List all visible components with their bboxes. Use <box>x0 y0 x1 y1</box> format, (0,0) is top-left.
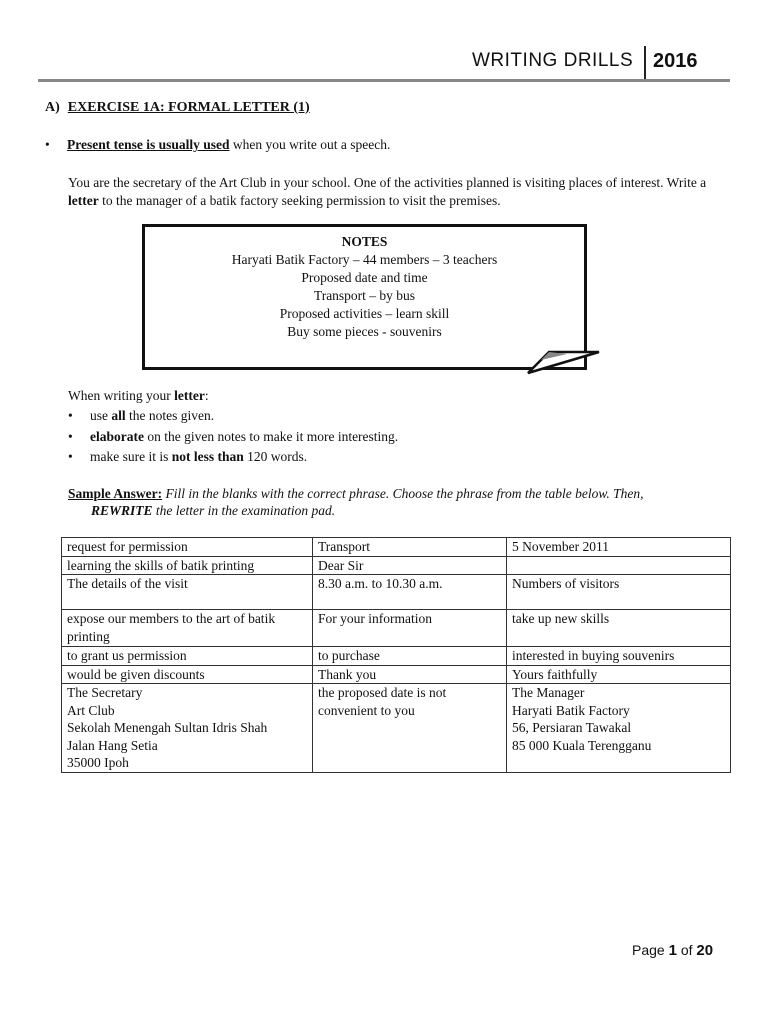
table-row <box>62 684 731 773</box>
list-item <box>68 427 398 448</box>
table-cell: The details of the visit <box>62 575 313 610</box>
sample-instruction-2: the letter in the examination pad. <box>152 503 336 518</box>
table-cell: The Manager Haryati Batik Factory 56, Persiaran Tawakal 85 000 Kuala Terengganu <box>507 684 731 773</box>
sample-rewrite: REWRITE <box>91 503 153 518</box>
footer-total-pages: 20 <box>696 942 714 959</box>
table-cell: 8.30 a.m. to 10.30 a.m. <box>313 575 507 610</box>
table-row <box>62 665 731 684</box>
item-text: on the given notes to make it more interesting. <box>143 428 399 444</box>
phrase-table <box>61 537 731 773</box>
table-cell: The Secretary Art Club Sekolah Menengah Sultan Idris Shah Jalan Hang Setia 35000 Ipoh <box>62 684 313 773</box>
item-bold: elaborate <box>90 428 144 444</box>
when-prefix: When writing your <box>68 388 175 403</box>
list-item <box>68 406 398 427</box>
table-row <box>62 610 731 647</box>
table-cell: learning the skills of batik printing <box>62 556 313 575</box>
table-cell: Dear Sir <box>313 556 507 575</box>
table-cell <box>507 556 731 575</box>
bullet-icon: • <box>68 428 73 444</box>
bullet-icon: • <box>45 137 50 152</box>
table-cell: the proposed date is not convenient to you <box>313 684 507 773</box>
table-cell: expose our members to the art of batik printing <box>62 610 313 647</box>
item-text: make sure it is <box>90 449 172 464</box>
table-cell: Numbers of visitors <box>507 575 731 610</box>
notes-line: Buy some pieces - souvenirs <box>287 324 442 339</box>
notes-line: Transport – by bus <box>313 288 416 303</box>
tip-rest: when you write out a speech. <box>229 137 391 152</box>
task-intro <box>68 174 718 210</box>
table-row <box>62 556 731 575</box>
notes-line: Haryati Batik Factory – 44 members – 3 teachers <box>231 252 498 267</box>
item-text: 120 words. <box>243 449 308 464</box>
table-row <box>62 538 731 557</box>
item-text: use <box>90 408 112 423</box>
intro-bold: letter <box>68 193 99 208</box>
item-bold: all <box>111 408 126 423</box>
table-cell: interested in buying souvenirs <box>507 647 731 666</box>
sample-label: Sample Answer: <box>68 486 163 501</box>
table-cell: would be given discounts <box>62 665 313 684</box>
footer-page-word: Page <box>632 942 665 958</box>
table-row <box>62 647 731 666</box>
footer-page-number: 1 <box>668 942 677 959</box>
bullet-icon: • <box>68 408 73 423</box>
item-bold: not less than <box>171 449 244 464</box>
tip-bullet <box>45 137 390 153</box>
table-row <box>62 575 731 610</box>
intro-text-1: You are the secretary of the Art Club in your school. One of the activities planned is visiting places of interest. Write a <box>68 175 707 190</box>
page-footer <box>632 942 713 959</box>
section-title: EXERCISE 1A: FORMAL LETTER (1) <box>67 100 310 115</box>
table-cell: Transport <box>313 538 507 557</box>
bullet-icon: • <box>68 449 73 464</box>
header-title: WRITING DRILLS <box>472 50 634 71</box>
footer-of-word: of <box>680 942 693 958</box>
table-cell: 5 November 2011 <box>507 538 731 557</box>
list-item <box>68 447 398 468</box>
when-writing <box>68 388 209 404</box>
table-cell: Yours faithfully <box>507 665 731 684</box>
header-separator <box>644 46 646 82</box>
section-heading <box>45 100 310 116</box>
table-cell: to grant us permission <box>62 647 313 666</box>
sample-answer <box>68 485 728 519</box>
sample-instruction-1: Fill in the blanks with the correct phrase. Choose the phrase from the table below. Then, <box>162 486 644 501</box>
when-suffix: : <box>204 388 209 403</box>
notes-box <box>142 224 587 370</box>
page-curl-icon <box>527 348 603 378</box>
intro-text-2: to the manager of a batik factory seeking permission to visit the premises. <box>98 193 501 208</box>
tip-bold: Present tense is usually used <box>67 137 230 152</box>
when-bold: letter <box>174 388 205 403</box>
notes-line: Proposed date and time <box>301 270 428 285</box>
table-cell: For your information <box>313 610 507 647</box>
table-cell: request for permission <box>62 538 313 557</box>
notes-line: Proposed activities – learn skill <box>279 306 450 321</box>
table-cell: Thank you <box>313 665 507 684</box>
table-cell: take up new skills <box>507 610 731 647</box>
header-rule <box>38 79 730 82</box>
section-label: A) <box>45 100 60 115</box>
notes-title: NOTES <box>341 234 388 249</box>
item-text: the notes given. <box>125 408 215 423</box>
header-year: 2016 <box>653 50 698 72</box>
table-cell: to purchase <box>313 647 507 666</box>
instruction-list <box>68 406 398 468</box>
